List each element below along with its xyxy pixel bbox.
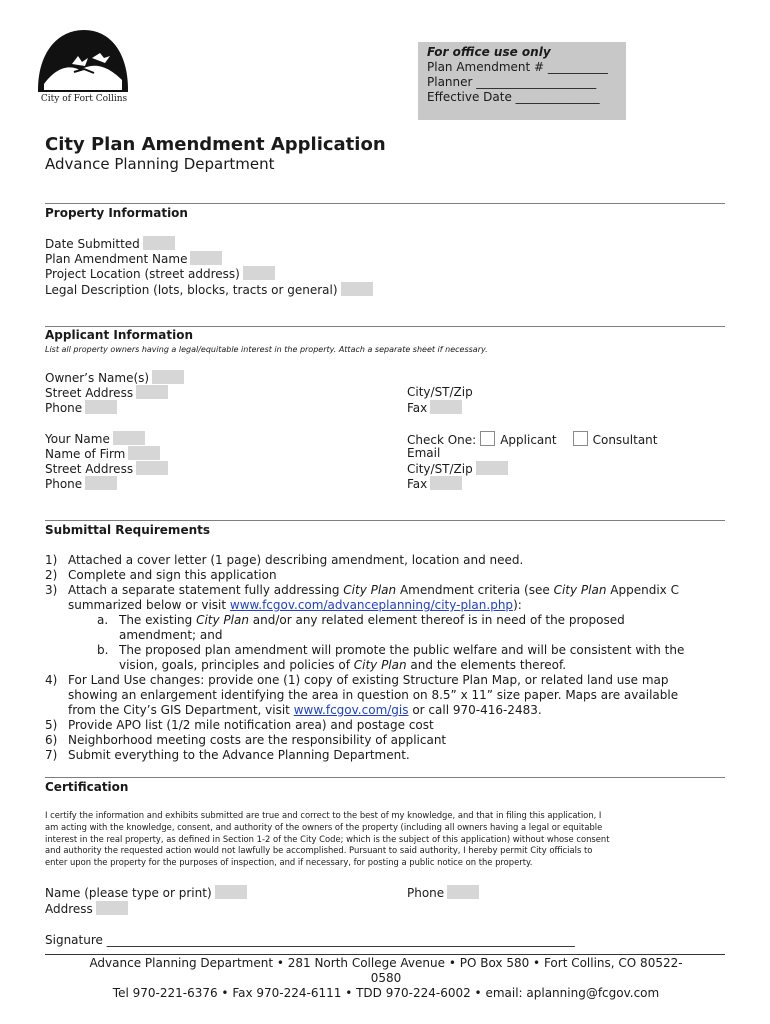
city-plan-link[interactable]: www.fcgov.com/advanceplanning/city-plan.php xyxy=(229,598,514,612)
signature-line[interactable]: Signature ______________________________________________________________________________ xyxy=(45,933,575,947)
divider xyxy=(45,520,725,521)
plan-amendment-name-label: Plan Amendment Name xyxy=(45,252,188,266)
city-st-zip2-field[interactable] xyxy=(476,461,508,475)
certification-line: am acting with the knowledge, consent, and authority of the owners of the property (including all owners having a legal or equitable xyxy=(45,821,603,832)
requirements-section-heading: Submittal Requirements xyxy=(45,523,210,537)
text-run: and the elements thereof. xyxy=(406,658,567,672)
list-text xyxy=(119,643,684,673)
cert-name-label: Name (please type or print) xyxy=(45,886,212,900)
office-plan-amendment-line: Plan Amendment # __________ xyxy=(427,60,608,74)
list-number: a. xyxy=(97,613,109,627)
your-name-row xyxy=(45,431,145,447)
text-run: and/or any related element thereof is in need of the proposed xyxy=(248,613,625,627)
list-text: Submit everything to the Advance Planning Department. xyxy=(68,748,410,762)
requirements-list xyxy=(45,553,725,763)
project-location-label: Project Location (street address) xyxy=(45,267,240,281)
text-run: ): xyxy=(513,598,522,612)
text-run: Amendment criteria (see xyxy=(396,583,554,597)
fax-row xyxy=(407,400,462,416)
text-run: Attach a separate statement fully addressing xyxy=(68,583,344,597)
certification-line: enter upon the property for the purposes of inspection, and if necessary, for posting a public notice on the property. xyxy=(45,857,533,868)
name-of-firm-row xyxy=(45,446,160,462)
office-planner-line: Planner ____________________ xyxy=(427,75,597,89)
check-one-row xyxy=(407,431,657,448)
list-subitem xyxy=(45,643,725,673)
certification-text xyxy=(45,810,727,869)
text-run: showing an enlargement identifying the area in question on 8.5” x 11” size paper. Maps are available xyxy=(68,688,679,702)
list-number: 6) xyxy=(45,733,58,747)
cert-name-row xyxy=(45,885,247,901)
footer-divider xyxy=(45,954,725,955)
list-text: Complete and sign this application xyxy=(68,568,277,582)
street-address-field[interactable] xyxy=(136,385,168,399)
applicant-section-heading: Applicant Information xyxy=(45,328,193,342)
city-st-zip2-label: City/ST/Zip xyxy=(407,462,473,476)
office-use-title: For office use only xyxy=(427,45,551,59)
certification-line: and authority the requested action would not lawfully be accomplished. Pursuant to said authority, I hereby permit City officials to xyxy=(45,845,593,856)
footer-address-cont: 0580 xyxy=(370,971,402,985)
certification-line: interest in the real property, as defined in Section 1-2 of the City Code; which is the subject of this application) without whose consent xyxy=(45,833,610,844)
certification-line: I certify the information and exhibits submitted are true and correct to the best of my knowledge, and that in filing this application, I xyxy=(45,810,602,820)
project-location-row xyxy=(45,266,275,282)
list-text: Attached a cover letter (1 page) describing amendment, location and need. xyxy=(68,553,524,567)
text-run: summarized below or visit xyxy=(68,598,230,612)
text-run: Appendix C xyxy=(606,583,679,597)
list-number: b. xyxy=(97,643,109,657)
name-of-firm-field[interactable] xyxy=(128,446,160,460)
email-label: Email xyxy=(407,446,441,460)
project-location-field[interactable] xyxy=(243,266,275,280)
text-run: or call 970-416-2483. xyxy=(408,703,542,717)
fax2-label: Fax xyxy=(407,477,428,491)
page-title: City Plan Amendment Application xyxy=(45,134,386,155)
office-effective-date-line: Effective Date ______________ xyxy=(427,90,600,104)
owners-name-field[interactable] xyxy=(152,370,184,384)
footer-contact: Tel 970-221-6376 • Fax 970-224-6111 • TDD 970-224-6002 • email: aplanning@fcgov.com xyxy=(112,986,660,1000)
legal-description-field[interactable] xyxy=(341,282,373,296)
list-text xyxy=(68,673,678,718)
phone2-label: Phone xyxy=(45,477,83,491)
text-run: amendment; and xyxy=(119,628,223,642)
divider xyxy=(45,777,725,778)
list-text: Provide APO list (1/2 mile notification area) and postage cost xyxy=(68,718,434,732)
text-run: The existing xyxy=(119,613,197,627)
applicant-note: List all property owners having a legal/equitable interest in the property. Attach a separate sheet if necessary. xyxy=(45,345,488,354)
divider xyxy=(45,326,725,327)
city-st-zip-label: City/ST/Zip xyxy=(407,385,473,399)
applicant-checkbox[interactable] xyxy=(480,431,495,446)
cert-phone-label: Phone xyxy=(407,886,445,900)
fax2-field[interactable] xyxy=(430,476,462,490)
legal-description-row xyxy=(45,282,373,298)
city-st-zip2-row xyxy=(407,461,508,477)
consultant-option-label: Consultant xyxy=(592,433,658,447)
cert-address-row xyxy=(45,901,128,917)
text-run: The proposed plan amendment will promote the public welfare and will be consistent with the xyxy=(119,643,685,657)
text-run: vision, goals, principles and policies of xyxy=(119,658,354,672)
text-run-italic: City Plan xyxy=(553,583,607,597)
your-name-field[interactable] xyxy=(113,431,145,445)
plan-amendment-name-row xyxy=(45,251,222,267)
text-run-italic: City Plan xyxy=(353,658,407,672)
street-address2-row xyxy=(45,461,168,477)
list-item xyxy=(45,748,725,763)
consultant-checkbox[interactable] xyxy=(573,431,588,446)
list-item xyxy=(45,583,725,613)
text-run-italic: City Plan xyxy=(343,583,397,597)
date-submitted-label: Date Submitted xyxy=(45,237,140,251)
office-use-box xyxy=(418,42,626,120)
cert-address-field[interactable] xyxy=(96,901,128,915)
list-item xyxy=(45,673,725,718)
street-address2-label: Street Address xyxy=(45,462,134,476)
list-number: 4) xyxy=(45,673,58,687)
property-section-heading: Property Information xyxy=(45,206,188,220)
divider xyxy=(45,203,725,204)
page-subtitle: Advance Planning Department xyxy=(45,155,275,173)
list-item xyxy=(45,568,725,583)
footer-address: Advance Planning Department • 281 North College Avenue • PO Box 580 • Fort Collins, CO 80522- xyxy=(89,956,683,970)
email-row xyxy=(407,446,440,461)
list-text xyxy=(68,583,679,613)
name-of-firm-label: Name of Firm xyxy=(45,447,126,461)
text-run-italic: City Plan xyxy=(196,613,249,627)
certification-section-heading: Certification xyxy=(45,780,129,794)
street-address2-field[interactable] xyxy=(136,461,168,475)
cert-phone-row xyxy=(407,885,479,901)
list-number: 3) xyxy=(45,583,58,597)
date-submitted-field[interactable] xyxy=(143,236,175,250)
cert-name-field[interactable] xyxy=(215,885,247,899)
text-run: from the City’s GIS Department, visit xyxy=(68,703,294,717)
your-name-label: Your Name xyxy=(45,432,110,446)
list-number: 1) xyxy=(45,553,58,567)
phone2-field[interactable] xyxy=(85,476,117,490)
gis-link[interactable]: www.fcgov.com/gis xyxy=(293,703,409,717)
list-number: 2) xyxy=(45,568,58,582)
phone-field[interactable] xyxy=(85,400,117,414)
street-address-row xyxy=(45,385,168,401)
date-submitted-row xyxy=(45,236,175,252)
fax2-row xyxy=(407,476,462,492)
list-item xyxy=(45,553,725,568)
fax-label: Fax xyxy=(407,401,428,415)
phone2-row xyxy=(45,476,117,492)
list-subitem xyxy=(45,613,725,643)
list-text xyxy=(119,613,625,643)
text-run: For Land Use changes: provide one (1) copy of existing Structure Plan Map, or related land use map xyxy=(68,673,669,687)
list-number: 7) xyxy=(45,748,58,762)
list-item xyxy=(45,718,725,733)
fax-field[interactable] xyxy=(430,400,462,414)
list-text: Neighborhood meeting costs are the responsibility of applicant xyxy=(68,733,447,747)
city-st-zip-row xyxy=(407,385,473,400)
plan-amendment-name-field[interactable] xyxy=(190,251,222,265)
owners-name-label: Owner’s Name(s) xyxy=(45,371,150,385)
list-item xyxy=(45,733,725,748)
phone-label: Phone xyxy=(45,401,83,415)
cert-phone-field[interactable] xyxy=(447,885,479,899)
cert-address-label: Address xyxy=(45,902,93,916)
logo-caption: City of Fort Collins xyxy=(40,94,128,104)
legal-description-label: Legal Description (lots, blocks, tracts or general) xyxy=(45,283,338,297)
list-number: 5) xyxy=(45,718,58,732)
owners-name-row xyxy=(45,370,184,386)
phone-row xyxy=(45,400,117,416)
applicant-option-label: Applicant xyxy=(500,433,557,447)
street-address-label: Street Address xyxy=(45,386,134,400)
check-one-label: Check One: xyxy=(407,433,477,447)
